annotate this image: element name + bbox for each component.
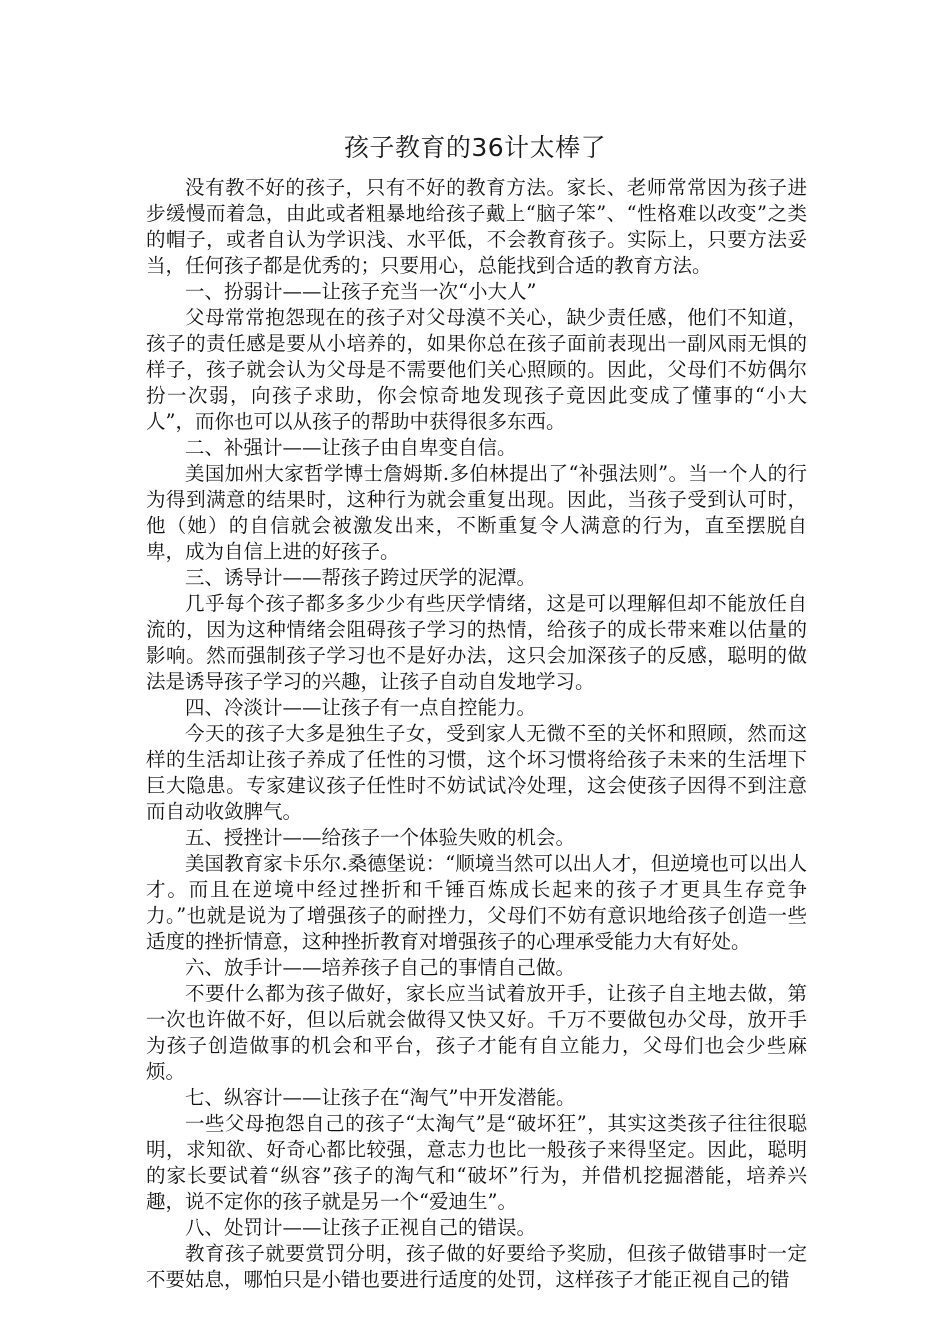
paragraph-7: 一些父母抱怨自己的孩子“太淘气”是“破坏狂”，其实这类孩子往往很聪明，求知欲、好奇心都比较强，意志力也比一般孩子来得坚定。因此，聪明的家长要试着“纵容”孩子的淘气和“破坏”行为，并借机挖掘潜能，培养兴趣，说不定你的孩子就是另一个“爱迪生”。 xyxy=(146,1112,807,1213)
section-heading-5: 五、授挫计——给孩子一个体验失败的机会。 xyxy=(185,826,576,849)
section-heading-1: 一、扮弱计——让孩子充当一次“小大人” xyxy=(185,280,537,303)
paragraph-intro: 没有教不好的孩子，只有不好的教育方法。家长、老师常常因为孩子进步缓慢而着急，由此或者粗暴地给孩子戴上“脑子笨”、“性格难以改变”之类的帽子，或者自认为学识浅、水平低，不会教育孩子。实际上，只要方法妥当，任何孩子都是优秀的；只要用心，总能找到合适的教育方法。 xyxy=(146,176,807,277)
document-title: 孩子教育的36计太棒了 xyxy=(343,133,607,162)
paragraph-6: 不要什么都为孩子做好，家长应当试着放开手，让孩子自主地去做，第一次也许做不好，但以后就会做得又快又好。千万不要做包办父母，放开手为孩子创造做事的机会和平台，孩子才能有自立能力，父母们也会少些麻烦。 xyxy=(146,982,807,1083)
paragraph-4: 今天的孩子大多是独生子女，受到家人无微不至的关怀和照顾，然而这样的生活却让孩子养成了任性的习惯，这个坏习惯将给孩子未来的生活埋下巨大隐患。专家建议孩子任性时不妨试试冷处理，这会使孩子因得不到注意而自动收敛脾气。 xyxy=(146,722,807,823)
section-heading-7: 七、纵容计——让孩子在“淘气”中开发潜能。 xyxy=(185,1086,576,1109)
document-body xyxy=(146,175,807,1293)
paragraph-1: 父母常常抱怨现在的孩子对父母漠不关心，缺少责任感，他们不知道，孩子的责任感是要从小培养的，如果你总在孩子面前表现出一副风雨无惧的样子，孩子就会认为父母是不需要他们关心照顾的。因此，父母们不妨偶尔扮一次弱，向孩子求助，你会惊奇地发现孩子竟因此变成了懂事的“小大人”，而你也可以从孩子的帮助中获得很多东西。 xyxy=(146,306,807,433)
paragraph-5: 美国教育家卡乐尔.桑德堡说：“顺境当然可以出人才，但逆境也可以出人才。而且在逆境中经过挫折和千锤百炼成长起来的孩子才更具生存竞争力。”也就是说为了增强孩子的耐挫力，父母们不妨有意识地给孩子创造一些适度的挫折情意，这种挫折教育对增强孩子的心理承受能力大有好处。 xyxy=(146,852,807,953)
section-heading-8: 八、处罚计——让孩子正视自己的错误。 xyxy=(185,1216,537,1239)
section-heading-4: 四、冷淡计——让孩子有一点自控能力。 xyxy=(185,696,537,719)
section-heading-6: 六、放手计——培养孩子自己的事情自己做。 xyxy=(185,956,576,979)
section-heading-3: 三、诱导计——帮孩子跨过厌学的泥潭。 xyxy=(185,566,537,589)
paragraph-3: 几乎每个孩子都多多少少有些厌学情绪，这是可以理解但却不能放任自流的，因为这种情绪会阻碍孩子学习的热情，给孩子的成长带来难以估量的影响。然而强制孩子学习也不是好办法，这只会加深孩子的反感，聪明的做法是诱导孩子学习的兴趣，让孩子自动自发地学习。 xyxy=(146,592,807,693)
paragraph-2: 美国加州大家哲学博士詹姆斯.多伯林提出了“补强法则”。当一个人的行为得到满意的结果时，这种行为就会重复出现。因此，当孩子受到认可时，他（她）的自信就会被激发出来，不断重复令人满意的行为，直至摆脱自卑，成为自信上进的好孩子。 xyxy=(146,462,807,563)
paragraph-8: 教育孩子就要赏罚分明，孩子做的好要给予奖励，但孩子做错事时一定不要姑息，哪怕只是小错也要进行适度的处罚，这样孩子才能正视自己的错 xyxy=(146,1242,807,1291)
section-heading-2: 二、补强计——让孩子由自卑变自信。 xyxy=(185,436,517,459)
